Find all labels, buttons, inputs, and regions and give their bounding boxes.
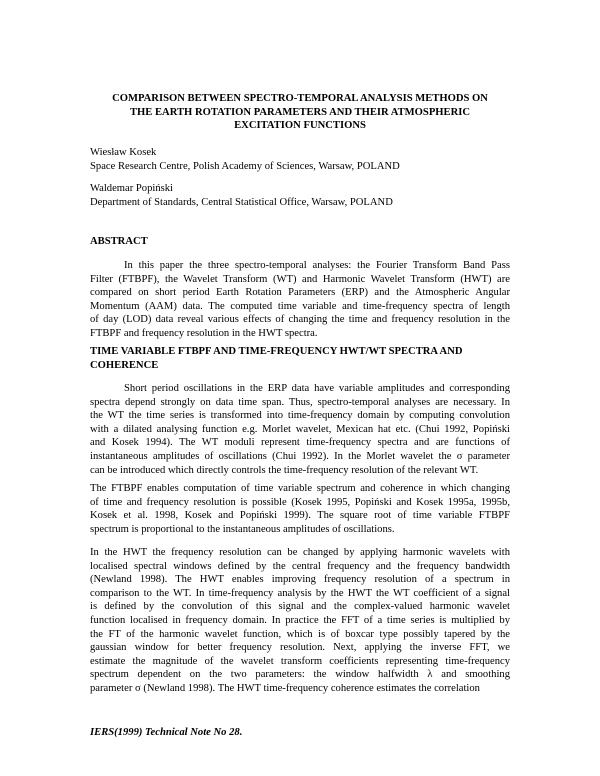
section-heading-line: COHERENCE: [90, 359, 159, 371]
text-line: compared on short period Earth Rotation Parameters (ERP) and the Atmospheric Angular: [90, 287, 510, 299]
text-line: the WT the time series is transformed into time-frequency domain by computing convolution: [90, 410, 510, 422]
section-heading: [90, 345, 463, 372]
text-line: In the HWT the frequency resolution can be changed by applying harmonic wavelets with: [90, 547, 510, 558]
text-line: localised spectral windows defined by the central frequency and the frequency bandwidth: [90, 560, 510, 572]
text-line: spectrum is proportional to the instantaneous amplitudes of oscillations.: [90, 523, 395, 535]
text-line: Momentum (AAM) data. The computed time variable and time-frequency spectra of length: [90, 300, 510, 312]
text-line: gaussian window for better frequency resolution. Next, applying the inverse FFT, we: [90, 642, 510, 654]
text-line: and Kosek 1994). The WT moduli represent time-frequency spectra and are functions of: [90, 437, 510, 449]
text-line: spectrum dependent on the two parameters: the window halfwidth λ and smoothing: [90, 669, 510, 681]
text-line: instantaneous amplitudes of oscillations (Chui 1992). In the Morlet wavelet the σ parameter: [90, 450, 510, 462]
text-line: the FT of the harmonic wavelet function, which is of boxcar type possibly tapered by the: [90, 628, 510, 640]
title-line: THE EARTH ROTATION PARAMETERS AND THEIR ATMOSPHERIC: [129, 106, 471, 118]
text-line: Filter (FTBPF), the Wavelet Transform (WT) and Harmonic Wavelet Transform (HWT) are: [90, 273, 510, 285]
text-line: (Newland 1998). The HWT enables improving frequency resolution of a spectrum in: [90, 574, 510, 586]
abstract-paragraph: [90, 259, 510, 341]
body-paragraph-1: [90, 382, 510, 477]
text-line: Kosek et al. 1998, Kosek and Popiński 1999). The square root of time variable FTBPF: [90, 510, 510, 522]
text-line: FTBPF and frequency resolution in the HWT spectra.: [90, 327, 318, 339]
text-line: comparison to the WT. In time-frequency analysis by the HWT the WT coefficient of a signal: [90, 587, 510, 599]
author-affiliation: Space Research Centre, Polish Academy of Sciences, Warsaw, POLAND: [90, 161, 400, 172]
text-line: The FTBPF enables computation of time variable spectrum and coherence in which changing: [90, 483, 510, 494]
text-line: estimate the magnitude of the wavelet transform coefficients representing time-frequency: [90, 655, 510, 667]
section-heading-line: TIME VARIABLE FTBPF AND TIME-FREQUENCY HWT/WT SPECTRA AND: [90, 346, 463, 357]
text-line: is defined by the convolution of this signal and the complex-valued harmonic wavelet: [90, 601, 510, 613]
author-affiliation: Department of Standards, Central Statistical Office, Warsaw, POLAND: [90, 197, 393, 208]
abstract-heading: ABSTRACT: [90, 236, 148, 247]
title-line: COMPARISON BETWEEN SPECTRO-TEMPORAL ANALYSIS METHODS ON: [112, 93, 488, 104]
text-line: with a dilated analysing function e.g. Morlet wavelet, Mexican hat etc. (Chui 1992, Popiński: [90, 423, 510, 435]
paper-title: [70, 92, 530, 133]
title-line: EXCITATION FUNCTIONS: [234, 120, 366, 132]
text-line: can be introduced which directly controls the time-frequency resolution of the relevant WT.: [90, 464, 479, 476]
text-line: spectra depend strongly on data time span. Thus, spectro-temporal analyses are necessary. In: [90, 396, 510, 408]
text-line: function localised in frequency domain. In practice the FFT of a time series is multiplied by: [90, 614, 510, 626]
body-paragraph-2: [90, 482, 510, 536]
text-line: Short period oscillations in the ERP data have variable amplitudes and corresponding: [124, 383, 510, 394]
text-line: of day (LOD) data reveal various effects of changing the time and frequency resolution in the: [90, 314, 510, 326]
text-line: parameter σ (Newland 1998). The HWT time-frequency coherence estimates the correlation: [90, 682, 480, 694]
footer-note: IERS(1999) Technical Note No 28.: [90, 727, 243, 738]
text-line: of time and frequency resolution is possible (Kosek 1995, Popiński and Kosek 1995a, 1995b,: [90, 496, 510, 508]
author-name: Waldemar Popiński: [90, 183, 174, 194]
body-paragraph-3: [90, 546, 510, 696]
text-line: In this paper the three spectro-temporal analyses: the Fourier Transform Band Pass: [124, 260, 510, 271]
author-name: Wiesław Kosek: [90, 147, 157, 158]
